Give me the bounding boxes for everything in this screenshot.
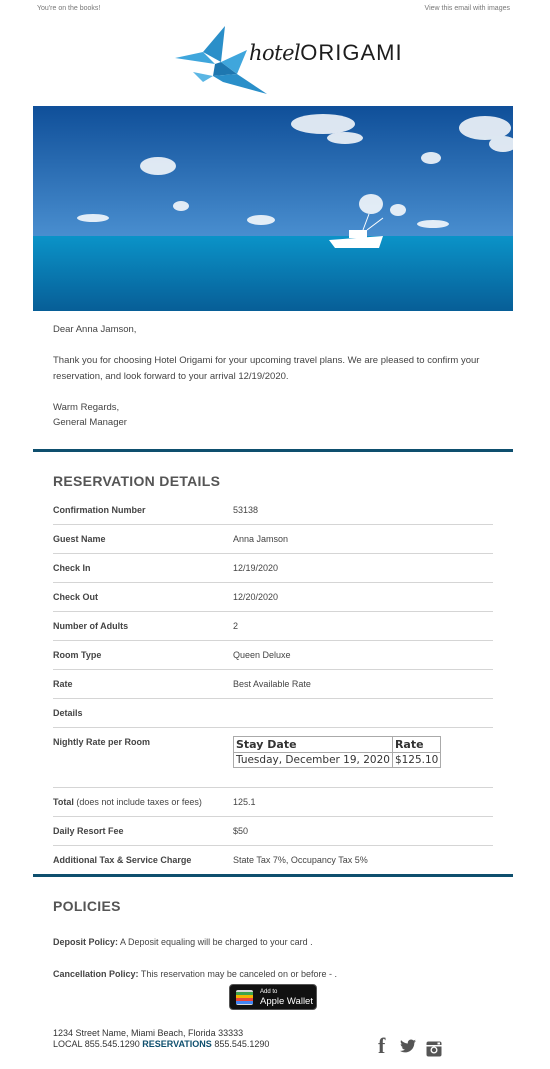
row-label: Room Type (53, 650, 102, 660)
details-row (53, 670, 493, 699)
twitter-icon[interactable] (400, 1039, 416, 1058)
signature: General Manager (53, 417, 127, 428)
row-label: Total (does not include taxes or fees) (53, 797, 202, 807)
row-value: 2 (233, 621, 239, 631)
details-row (53, 612, 493, 641)
row-label: Details (53, 708, 83, 718)
details-row (53, 846, 493, 875)
nightly-rate-table (233, 736, 441, 768)
details-row (53, 583, 493, 612)
section-divider (33, 874, 513, 877)
row-label: Check Out (53, 592, 99, 602)
section-divider (33, 449, 513, 452)
row-label: Nightly Rate per Room (53, 737, 151, 747)
col-header-stay-date: Stay Date (234, 737, 393, 753)
hero-ocean-image (33, 106, 513, 311)
cancellation-policy: Cancellation Policy: This reservation may be canceled on or before - . (53, 969, 337, 979)
stay-date-cell: Tuesday, December 19, 2020 (234, 753, 393, 768)
greeting: Dear Anna Jamson, (53, 324, 137, 335)
preheader (37, 5, 510, 15)
row-label: Check In (53, 563, 91, 573)
reservation-details-table (53, 496, 493, 875)
row-value: 12/20/2020 (233, 592, 279, 602)
view-with-images-link[interactable]: View this email with images (424, 5, 510, 12)
row-label: Rate (53, 679, 73, 689)
details-row (53, 699, 493, 728)
row-value: 12/19/2020 (233, 563, 279, 573)
row-value: Best Available Rate (233, 679, 311, 689)
reservations-phone[interactable]: 855.545.1290 (214, 1039, 270, 1049)
reservation-details-heading: RESERVATION DETAILS (53, 473, 221, 489)
details-row (53, 817, 493, 846)
local-phone[interactable]: 855.545.1290 (84, 1039, 140, 1049)
row-label: Guest Name (53, 534, 106, 544)
row-value: State Tax 7%, Occupancy Tax 5% (233, 855, 368, 865)
details-row (53, 554, 493, 583)
row-label: Daily Resort Fee (53, 826, 124, 836)
footer-address: 1234 Street Name, Miami Beach, Florida 33333 (53, 1028, 244, 1038)
social-links (374, 1033, 454, 1059)
hotel-logo[interactable] (173, 24, 403, 96)
intro-body: Thank you for choosing Hotel Origami for your upcoming travel plans. We are pleased to confirm your reservation, and look forward to your arrival 12/19/2020. (53, 355, 480, 382)
details-row (53, 641, 493, 670)
policies-heading: POLICIES (53, 898, 121, 914)
reservations-label: RESERVATIONS (142, 1039, 212, 1049)
deposit-policy: Deposit Policy: A Deposit equaling will be charged to your card . (53, 937, 313, 947)
row-label: Additional Tax & Service Charge (53, 855, 192, 865)
row-label: Confirmation Number (53, 505, 146, 515)
rate-cell: $125.10 (392, 753, 440, 768)
signoff: Warm Regards, (53, 401, 120, 413)
details-row (53, 525, 493, 554)
col-header-rate: Rate (392, 737, 440, 753)
details-row (53, 788, 493, 817)
preheader-text: You're on the books! (37, 5, 101, 12)
add-to-apple-wallet-button[interactable]: Add to Apple Wallet (229, 984, 317, 1010)
facebook-icon[interactable]: f (378, 1033, 386, 1058)
nightly-rate-row (53, 728, 493, 788)
intro-message (53, 322, 483, 431)
details-row (53, 496, 493, 525)
row-label: Number of Adults (53, 621, 129, 631)
local-label: LOCAL (53, 1039, 83, 1049)
row-value: 125.1 (233, 797, 256, 807)
row-value: 53138 (233, 505, 259, 515)
row-value: Queen Deluxe (233, 650, 291, 660)
instagram-icon[interactable] (426, 1041, 442, 1062)
row-value: Anna Jamson (233, 534, 289, 544)
footer-contact (53, 1028, 269, 1050)
row-value: $50 (233, 826, 249, 836)
wallet-icon (236, 990, 253, 1005)
logo-wordmark: hotelORIGAMI (249, 40, 403, 65)
